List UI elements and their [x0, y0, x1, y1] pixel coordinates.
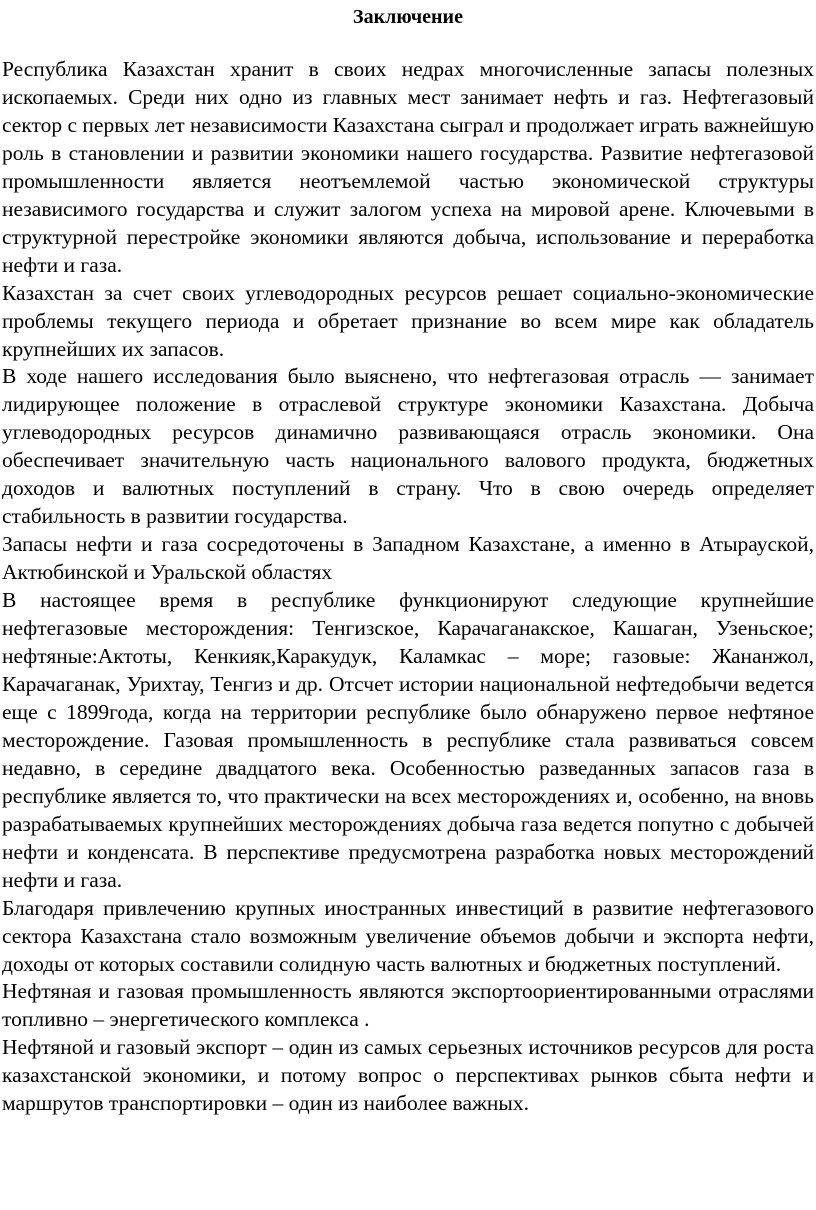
paragraph-4: Запасы нефти и газа сосредоточены в Западном Казахстане, а именно в Атырауской, Актюбинской и Уральской областях [2, 532, 814, 585]
paragraph-6: Благодаря привлечению крупных иностранных инвестиций в развитие нефтегазового сектора Казахстана стало возможным увеличение объемов добычи и экспорта нефти, доходы от которых составили солидную часть валютных и бюджетных поступлений. [2, 895, 814, 976]
paragraph-2: Казахстан за счет своих углеводородных ресурсов решает социально-экономические проблемы текущего периода и обретает признание во всем мире как обладатель крупнейших их запасов. [2, 280, 814, 361]
paragraph-1: Республика Казахстан хранит в своих недрах многочисленные запасы полезных ископаемых. Среди них одно из главных мест занимает нефть и газ. Нефтегазовый сектор с первых лет независимости Казахстана сыграл и продолжает играть важнейшую роль в становлении и развитии экономики нашего государства. Развитие нефтегазовой промышленности является неотъемлемой частью экономической структуры независимого государства и служит залогом успеха на мировой арене. Ключевыми в структурной перестройке экономики являются добыча, использование и переработка нефти и газа. [2, 57, 815, 277]
document-title: Заключение [353, 6, 463, 28]
paragraph-3: В ходе нашего исследования было выяснено, что нефтегазовая отрасль — занимает лидирующее положение в отраслевой структуре экономики Казахстана. Добыча углеводородных ресурсов динамично развивающаяся отрасль экономики. Она обеспечивает значительную часть национального валового продукта, бюджетных доходов и валютных поступлений в страну. Что в свою очередь определяет стабильность в развитии государства. [2, 364, 814, 529]
paragraph-7: Нефтяная и газовая промышленность являются экспортоориентированными отраслями топливно – энергетического комплекса . [2, 979, 814, 1032]
paragraph-5: В настоящее время в республике функционируют следующие крупнейшие нефтегазовые месторождения: Тенгизское, Карачаганакское, Кашаган, Узеньское; нефтяные:Актоты, Кенкияк,Каракудук, Каламкас – море; газовые: Жананжол, Карачаганак, Урихтау, Тенгиз и др. Отсчет истории национальной нефтедобычи ведется еще с 1899года, когда на территории республике было обнаружено первое нефтяное месторождение. Газовая промышленность в республике стала развиваться совсем недавно, в середине двадцатого века. Особенностью разведанных запасов газа в республике является то, что практически на всех месторождениях и, особенно, на вновь разрабатываемых крупнейших месторождениях добыча газа ведется попутно с добычей нефти и конденсата. В перспективе предусмотрена разработка новых месторождений нефти и газа. [2, 588, 814, 892]
paragraph-8: Нефтяной и газовый экспорт – один из самых серьезных источников ресурсов для роста казахстанской экономики, и потому вопрос о перспективах рынков сбыта нефти и маршрутов транспортировки – один из наиболее важных. [2, 1035, 814, 1116]
